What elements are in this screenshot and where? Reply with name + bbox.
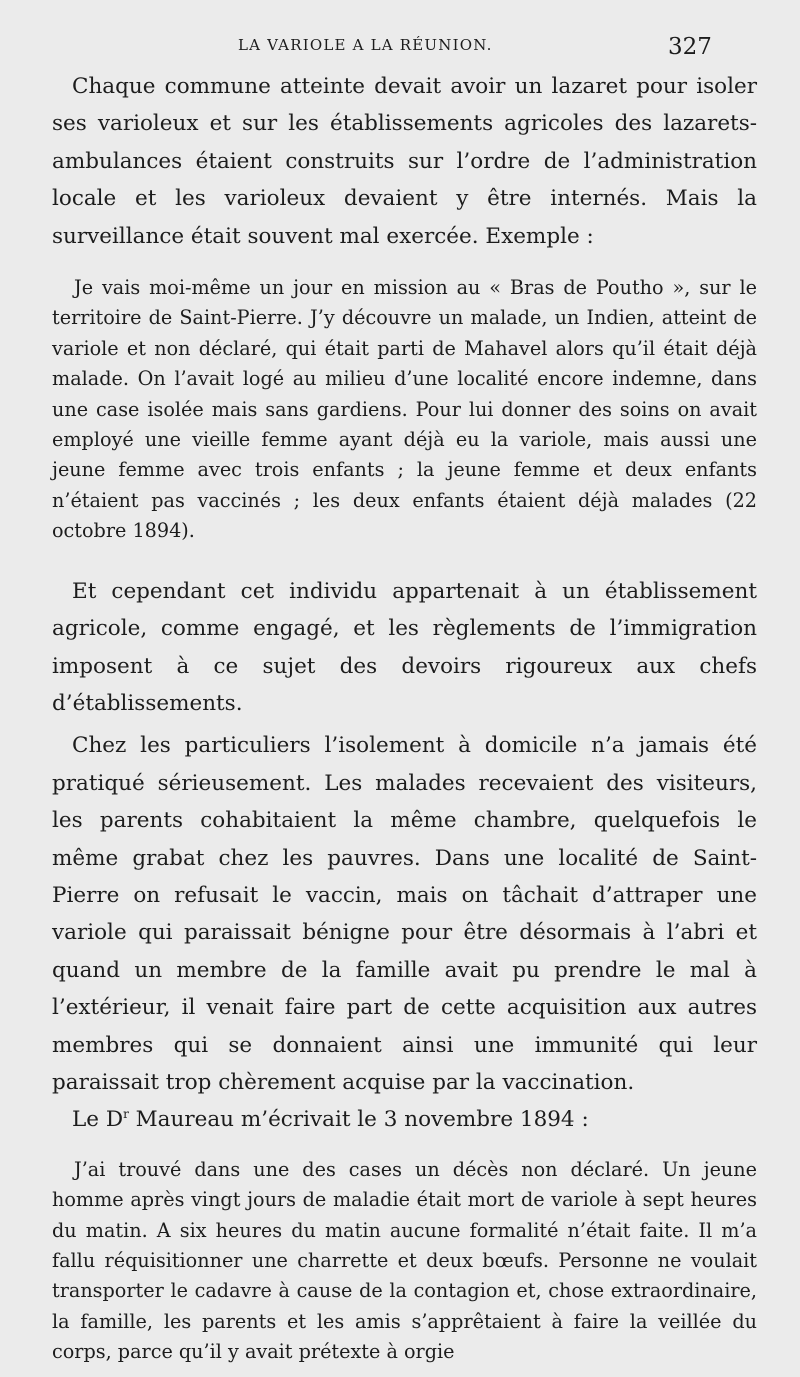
page-body — [52, 68, 757, 1368]
page-number: 327 — [668, 34, 712, 60]
paragraph: Chez les particuliers l’isolement à domicile n’a jamais été pratiqué sérieusement. Les malades recevaient des visiteurs, les parents cohabitaient la même chambre, quelquefois le même grabat chez les pauvres. Dans une localité de Saint-Pierre on refusait le vaccin, mais on tâchait d’attraper une variole qui paraissait bénigne pour être désormais à l’abri et quand un membre de la famille avait pu prendre le mal à l’extérieur, il venait faire part de cette acquisition aux autres membres qui se donnaient ainsi une immunité qui leur paraissait trop chèrement acquise par la vaccination. — [52, 733, 757, 1095]
text-fragment: Le D — [72, 1107, 124, 1133]
page-header — [0, 34, 800, 64]
paragraph: Chaque commune atteinte devait avoir un lazaret pour isoler ses varioleux et sur les établissements agricoles des lazarets-ambulances étaient construits sur l’ordre de l’administration locale et les varioleux devaient y être internés. Mais la surveillance était souvent mal exercée. Exemple : — [52, 74, 757, 249]
text-fragment: Maureau m’écrivait le 3 novembre 1894 : — [128, 1107, 589, 1133]
superscript: r — [123, 1107, 129, 1122]
running-title: LA VARIOLE A LA RÉUNION. — [238, 36, 493, 54]
quotation: J’ai trouvé dans une des cases un décès non déclaré. Un jeune homme après vingt jours de maladie était mort de variole à sept heures du matin. A six heures du matin aucune formalité n’était faite. Il m’a fallu réquisitionner une charrette et deux bœufs. Personne ne voulait transporter le cadavre à cause de la contagion et, chose extraordinaire, la famille, les parents et les amis s’apprêtaient à faire la veillée du corps, parce qu’il y avait prétexte à orgie — [52, 1157, 757, 1364]
paragraph-citation-intro — [52, 1101, 757, 1138]
quotation: Je vais moi-même un jour en mission au « Bras de Poutho », sur le territoire de Saint-Pierre. J’y découvre un malade, un Indien, atteint de variole et non déclaré, qui était parti de Mahavel alors qu’il était déjà malade. On l’avait logé au milieu d’une localité encore indemne, dans une case isolée mais sans gardiens. Pour lui donner des soins on avait employé une vieille femme ayant déjà eu la variole, mais aussi une jeune femme avec trois enfants ; la jeune femme et deux enfants n’étaient pas vaccinés ; les deux enfants étaient déjà malades (22 octobre 1894). — [52, 276, 757, 543]
paragraph: Et cependant cet individu appartenait à un établissement agricole, comme engagé, et les règlements de l’immigration imposent à ce sujet des devoirs rigoureux aux chefs d’établissements. — [52, 578, 757, 716]
